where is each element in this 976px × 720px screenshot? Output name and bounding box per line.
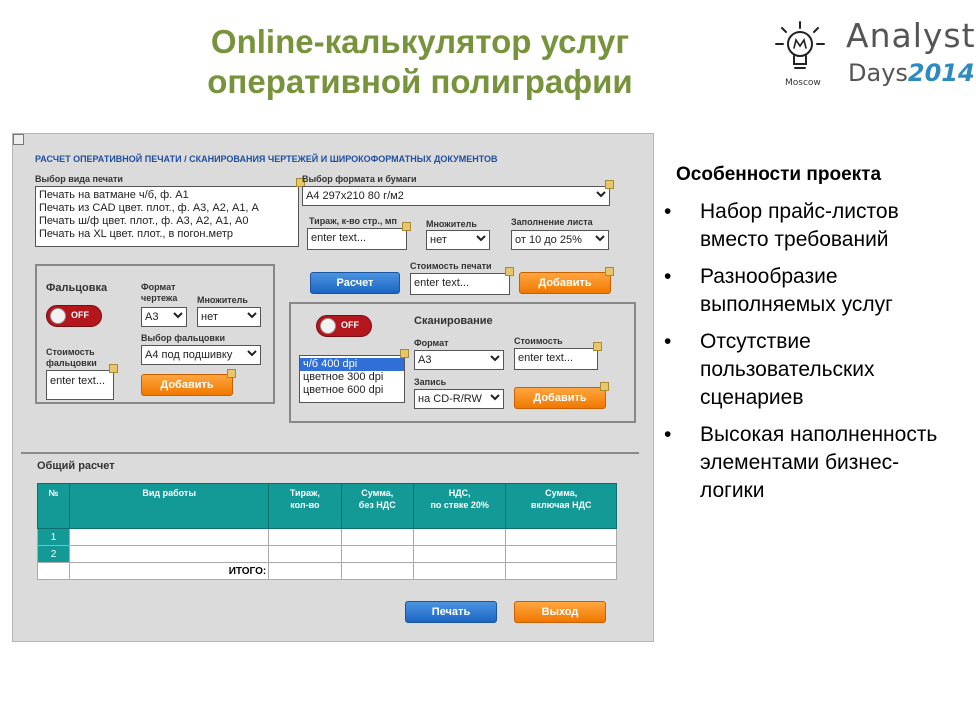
col-header: Сумма, без НДС: [341, 484, 413, 529]
row-number: 1: [38, 529, 70, 546]
summary-header-row: [38, 484, 617, 529]
note-icon: [605, 267, 614, 276]
summary-table: [37, 483, 617, 580]
add-scanning-button[interactable]: Добавить: [514, 387, 606, 409]
table-cell: [269, 563, 341, 580]
calculator-form: [12, 133, 654, 642]
table-cell[interactable]: [506, 529, 617, 546]
list-item: [660, 263, 960, 319]
list-item: [660, 328, 960, 412]
folding-multiplier-select[interactable]: [197, 307, 261, 327]
feature-text: Высокая наполненность элементами бизнес-логики: [700, 423, 938, 502]
folding-cost-label-line1: Стоимость: [46, 347, 95, 357]
scanning-cost-input[interactable]: enter text...: [514, 348, 598, 370]
scanning-format-label: Формат: [414, 338, 449, 348]
folding-cost-label-line2: фальцовки: [46, 358, 97, 368]
list-item: [660, 198, 960, 254]
scanning-toggle[interactable]: [316, 315, 372, 337]
table-cell: [341, 563, 413, 580]
feature-text: Набор прайс-листов вместо требований: [700, 200, 899, 251]
scanning-title: Сканирование: [414, 315, 493, 327]
format-select[interactable]: [302, 186, 610, 206]
col-header: №: [38, 484, 70, 529]
table-cell[interactable]: [70, 546, 269, 563]
bullet-icon: •: [664, 423, 672, 446]
print-type-list[interactable]: [35, 186, 299, 247]
note-icon: [593, 342, 602, 351]
chevron-down-icon: [476, 234, 486, 242]
folding-format-select[interactable]: [141, 307, 187, 327]
scanning-format-select[interactable]: [414, 350, 504, 370]
table-cell[interactable]: [506, 546, 617, 563]
feature-text: Отсутствие пользовательских сценариев: [700, 330, 875, 409]
toggle-knob: [50, 308, 66, 324]
col-header: Сумма, включая НДС: [506, 484, 617, 529]
format-value: А4 297x210 80 г/м2: [306, 190, 404, 202]
folding-format-value: А3: [145, 311, 159, 323]
fill-value: от 10 до 25%: [515, 234, 582, 246]
scanning-mode-option[interactable]: цветное 300 dpi: [303, 371, 384, 383]
table-cell[interactable]: [269, 546, 341, 563]
scanning-toggle-text: OFF: [341, 320, 359, 330]
scanning-record-value: на CD-R/RW: [418, 393, 482, 405]
slide-title-line2: оперативной полиграфии: [207, 63, 633, 100]
chevron-down-icon: [247, 311, 257, 319]
multiplier-select[interactable]: [426, 230, 490, 250]
table-cell[interactable]: [70, 529, 269, 546]
logo-word-days: [848, 59, 975, 87]
print-type-option[interactable]: Печать ш/ф цвет. плот., ф. А3, А2, А1, А0: [39, 215, 249, 227]
scanning-mode-list[interactable]: [299, 355, 405, 403]
folding-multiplier-label: Множитель: [197, 295, 248, 305]
chevron-down-icon: [173, 311, 183, 319]
bullet-icon: •: [664, 200, 672, 223]
folding-format-label: [141, 282, 177, 304]
note-icon: [505, 267, 514, 276]
chevron-down-icon: [490, 354, 500, 362]
analyst-days-logo: [772, 14, 976, 94]
row-number: 2: [38, 546, 70, 563]
table-cell[interactable]: [341, 546, 413, 563]
exit-button[interactable]: Выход: [514, 601, 606, 623]
print-type-label: Выбор вида печати: [35, 174, 123, 184]
logo-word-analyst: Analyst: [846, 16, 976, 55]
logo-year: 2014: [907, 59, 975, 87]
print-cost-input[interactable]: enter text...: [410, 273, 510, 295]
note-icon: [227, 369, 236, 378]
table-cell: [38, 563, 70, 580]
note-icon: [109, 364, 118, 373]
note-icon: [400, 349, 409, 358]
summary-title: Общий расчет: [37, 460, 115, 472]
bullet-icon: •: [664, 330, 672, 353]
list-item: [660, 421, 960, 505]
note-icon: [600, 382, 609, 391]
folding-toggle[interactable]: [46, 305, 102, 327]
table-row: [38, 529, 617, 546]
multiplier-label: Множитель: [426, 219, 477, 229]
form-header: РАСЧЕТ ОПЕРАТИВНОЙ ПЕЧАТИ / СКАНИРОВАНИЯ ЧЕРТЕЖЕЙ И ШИРОКОФОРМАТНЫХ ДОКУМЕНТОВ: [35, 154, 498, 164]
scanning-mode-option[interactable]: цветное 600 dpi: [303, 384, 384, 396]
features-list: [660, 198, 960, 514]
folding-choice-select[interactable]: [141, 345, 261, 365]
window-corner-icon: [13, 134, 24, 145]
col-header: НДС, по ствке 20%: [413, 484, 505, 529]
scanning-cost-label: Стоимость: [514, 336, 563, 346]
folding-choice-label: Выбор фальцовки: [141, 333, 225, 343]
tirazh-label: Тираж, к-во стр., мп: [309, 216, 397, 226]
tirazh-input[interactable]: enter text...: [307, 228, 407, 250]
print-cost-label: Стоимость печати: [410, 261, 492, 271]
table-row: [38, 546, 617, 563]
scanning-record-label: Запись: [414, 377, 447, 387]
feature-text: Разнообразие выполняемых услуг: [700, 265, 893, 316]
slide-title-line1: Online-калькулятор услуг: [210, 23, 630, 60]
slide-title: [150, 22, 690, 102]
scanning-format-value: А3: [418, 354, 432, 366]
multiplier-value: нет: [430, 234, 447, 246]
folding-format-label-line2: чертежа: [141, 293, 178, 303]
table-cell[interactable]: [269, 529, 341, 546]
format-label: Выбор формата и бумаги: [302, 174, 417, 184]
col-header: Тираж, кол-во: [269, 484, 341, 529]
print-type-option[interactable]: Печать на ватмане ч/б, ф. А1: [39, 189, 189, 201]
lightbulb-icon: [772, 18, 828, 80]
toggle-knob: [320, 318, 336, 334]
folding-toggle-text: OFF: [71, 310, 89, 320]
chevron-down-icon: [595, 234, 605, 242]
calc-button[interactable]: Расчет: [310, 272, 400, 294]
total-row: [38, 563, 617, 580]
fill-select[interactable]: [511, 230, 609, 250]
print-button[interactable]: Печать: [405, 601, 497, 623]
logo-city: Moscow: [785, 78, 821, 88]
note-icon: [605, 180, 614, 189]
scanning-record-select[interactable]: [414, 389, 504, 409]
chevron-down-icon: [596, 190, 606, 198]
note-icon: [402, 222, 411, 231]
add-print-button[interactable]: Добавить: [519, 272, 611, 294]
print-type-option[interactable]: Печать из CAD цвет. плот., ф. А3, А2, А1, А: [39, 202, 259, 214]
total-label: ИТОГО:: [70, 563, 269, 580]
scanning-mode-option-selected[interactable]: ч/б 400 dpi: [300, 358, 404, 371]
features-title: Особенности проекта: [676, 164, 882, 185]
folding-multiplier-value: нет: [201, 311, 218, 323]
table-cell[interactable]: [413, 546, 505, 563]
folding-title: Фальцовка: [46, 282, 108, 294]
table-cell: [413, 563, 505, 580]
folding-format-label-line1: Формат: [141, 282, 176, 292]
fill-label: Заполнение листа: [511, 217, 593, 227]
folding-cost-label: [46, 347, 97, 369]
table-cell: [506, 563, 617, 580]
folding-cost-input[interactable]: enter text...: [46, 370, 114, 400]
chevron-down-icon: [490, 393, 500, 401]
bullet-icon: •: [664, 265, 672, 288]
folding-choice-value: А4 под подшивку: [145, 349, 233, 361]
chevron-down-icon: [247, 349, 257, 357]
table-cell[interactable]: [413, 529, 505, 546]
table-cell[interactable]: [341, 529, 413, 546]
print-type-option[interactable]: Печать на XL цвет. плот., в погон.метр: [39, 228, 233, 240]
logo-days-text: Days: [848, 59, 908, 87]
section-divider: [21, 452, 639, 454]
col-header: Вид работы: [70, 484, 269, 529]
add-folding-button[interactable]: Добавить: [141, 374, 233, 396]
